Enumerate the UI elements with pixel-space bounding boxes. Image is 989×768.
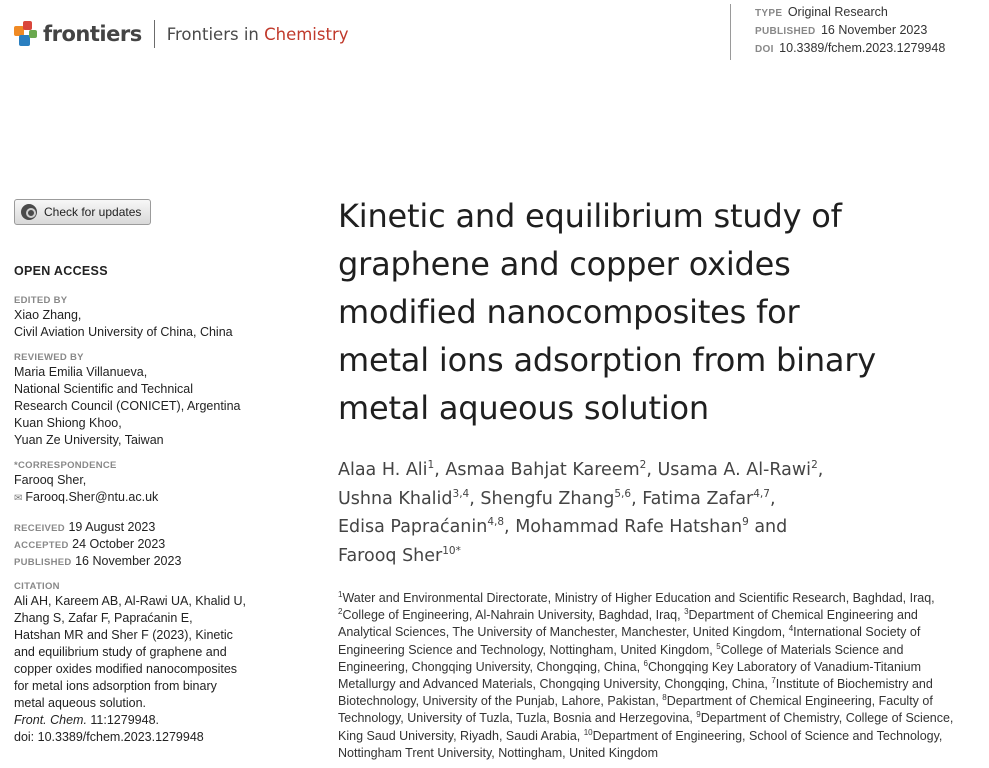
- check-updates-button[interactable]: Check for updates: [14, 199, 151, 225]
- author[interactable]: Mohammad Rafe Hatshan$^9$: [515, 516, 749, 537]
- meta-doi[interactable]: DOI 10.3389/fchem.2023.1279948: [755, 41, 946, 55]
- meta-type: TYPE Original Research: [755, 5, 888, 19]
- affiliation: $^6$Chongqing Key Laboratory of Vanadium-Titanium Metallurgy and Advanced Materials, Chongqing University, Chongqing, China,: [338, 658, 922, 692]
- author[interactable]: Farooq Sher$^{10*}$: [338, 544, 461, 566]
- edited-by: EDITED BY Xiao Zhang, Civil Aviation University of China, China: [14, 295, 233, 339]
- affiliation: $^1$Water and Environmental Directorate, Ministry of Higher Education and Scientific Research, Baghdad, Iraq,: [338, 589, 935, 605]
- author[interactable]: Edisa Papraćanin$^{4,8}$: [338, 516, 505, 537]
- author[interactable]: Shengfu Zhang$^{5,6}$: [480, 487, 632, 509]
- author[interactable]: Asmaa Bahjat Kareem$^2$: [445, 459, 647, 480]
- affiliations: [338, 590, 974, 762]
- affiliation: $^8$Department of Chemical Engineering, Faculty of Technology, University of Tuzla, Tuzla, Bosnia and Herzegovina,: [338, 693, 933, 726]
- sidebar: [14, 199, 274, 746]
- article-meta: [730, 4, 945, 60]
- meta-published: PUBLISHED 16 November 2023: [755, 23, 928, 37]
- journal-brand: [14, 20, 349, 48]
- affiliation: $^7$Institute of Biochemistry and Biotechnology, University of the Punjab, Lahore, Pakistan,: [338, 675, 933, 709]
- author[interactable]: Usama A. Al-Rawi$^2$: [657, 459, 818, 480]
- brand-divider: [154, 20, 155, 48]
- affiliation: $^2$College of Engineering, Al-Nahrain University, Baghdad, Iraq,: [338, 607, 685, 623]
- frontiers-logo-icon: [14, 21, 38, 47]
- journal-name: Frontiers in Chemistry: [166, 24, 349, 44]
- mail-icon: ✉: [14, 493, 23, 504]
- correspondence: *CORRESPONDENCE Farooq Sher, ✉ Farooq.Sher@ntu.ac.uk: [14, 459, 274, 507]
- author-list: Alaa H. Ali$^1$, Asmaa Bahjat Kareem$^2$, Usama A. Al-Rawi$^2$, Ushna Khalid$^{3,4}$, Shengfu Zhang$^{5,6}$, Fatima Zafar$^{4,7}$, Edisa Papraćanin$^{4,8}$, Mohammad Rafe Hatshan$^9$ and Farooq Sher$^{10*}$: [338, 459, 824, 566]
- correspondence-email[interactable]: ✉ Farooq.Sher@ntu.ac.uk: [14, 490, 159, 504]
- citation: CITATION Ali AH, Kareem AB, Al-Rawi UA, Khalid U, Zhang S, Zafar F, Paprаćanin E, Hatshan MR and Sher F (2023), Kinetic and equilibrium study of graphene and copper oxides modified nanocomposites for metal ions adsorption from binary metal aqueous solution. Front. Chem. 11:1279948. doi: 10.3389/fchem.2023.1279948: [14, 580, 274, 746]
- affiliation: $^5$College of Materials Science and Engineering, Chongqing University, Chongqing, China,: [338, 641, 904, 674]
- affiliation: $^3$Department of Chemical Engineering and Analytical Sciences, The University of Manchester, Manchester, United Kingdom,: [338, 607, 918, 640]
- affiliation: $^4$International Society of Engineering Science and Technology, Nottingham, United Kingdom,: [338, 624, 921, 657]
- dates: RECEIVED 19 August 2023 ACCEPTED 24 October 2023 PUBLISHED 16 November 2023: [14, 520, 182, 568]
- article-title: Kinetic and equilibrium study of graphene and copper oxides modified nanocomposites for metal ions adsorption from binary metal aqueous solution: [338, 197, 877, 427]
- logo-text: frontiers: [43, 22, 142, 46]
- author[interactable]: Alaa H. Ali$^1$: [338, 459, 435, 480]
- open-access-label: OPEN ACCESS: [14, 264, 108, 278]
- author[interactable]: Ushna Khalid$^{3,4}$: [338, 487, 470, 509]
- affiliation: $^9$Department of Chemistry, College of Science, King Saud University, Riyadh, Saudi Arabia,: [338, 710, 954, 743]
- affiliation: $^{10}$Department of Engineering, School of Science and Technology, Nottingham Trent University, Nottingham, United Kingdom: [338, 727, 943, 760]
- citation-doi[interactable]: doi: 10.3389/fchem.2023.1279948: [14, 730, 204, 744]
- check-updates-icon: [21, 204, 37, 220]
- article-header: [338, 192, 974, 762]
- reviewed-by: REVIEWED BY Maria Emilia Villanueva, National Scientific and Technical Research Council (CONICET), Argentina Kuan Shiong Khoo, Yuan Ze University, Taiwan: [14, 352, 241, 447]
- author[interactable]: Fatima Zafar$^{4,7}$: [642, 487, 770, 509]
